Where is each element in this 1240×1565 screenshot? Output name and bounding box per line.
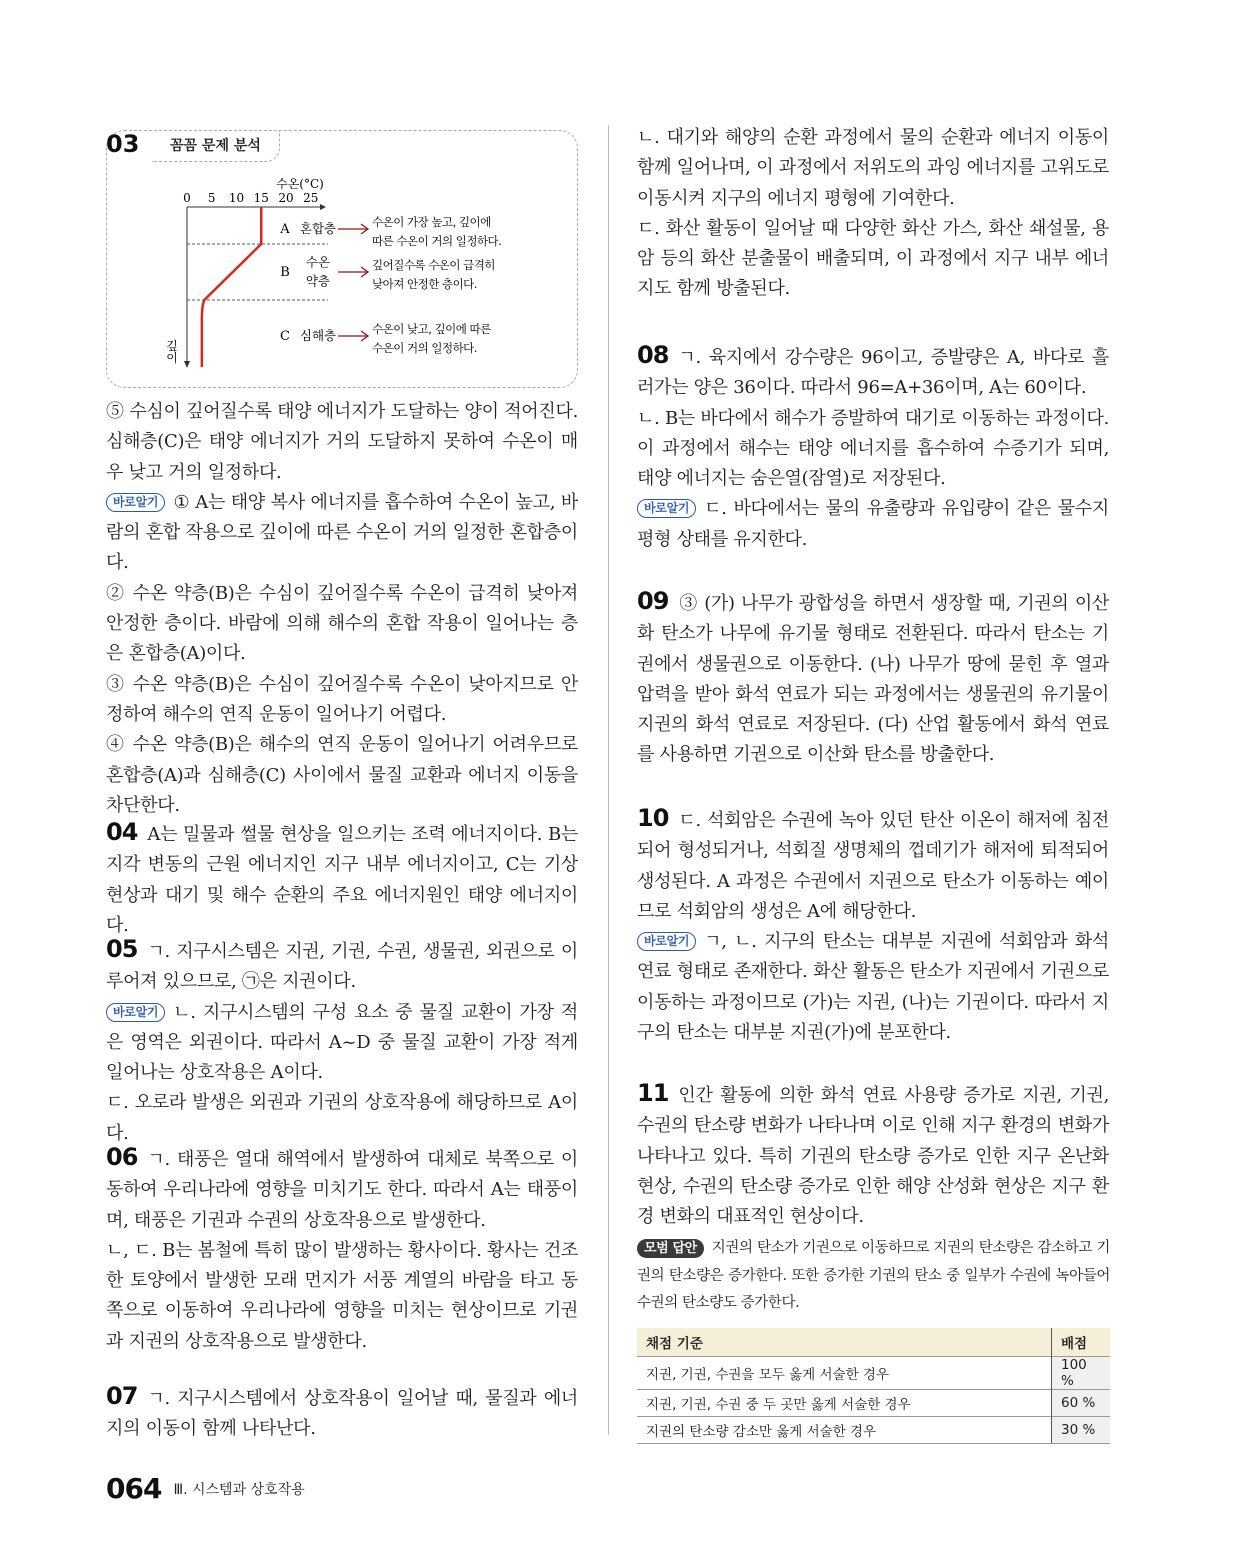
q06 <box>106 1142 578 1357</box>
layer-description: 따른 수온이 거의 일정하다. <box>372 234 502 248</box>
page-footer <box>106 1472 305 1505</box>
criterion-cell: 지권의 탄소량 감소만 옳게 서술한 경우 <box>637 1417 1052 1444</box>
question-number: 08 <box>637 341 669 369</box>
x-axis-arrow <box>320 204 326 210</box>
explanation-text: ⑤ 수심이 깊어질수록 태양 에너지가 도달하는 양이 적어진다. 심해층(C)은 태양 에너지가 거의 도달하지 못하여 수온이 매우 낮고 거의 일정하다. <box>106 401 578 483</box>
explanation-text: ㄷ. 바다에서는 물의 유출량과 유입량이 같은 물수지 평형 상태를 유지한다. <box>637 498 1109 550</box>
q04 <box>106 817 578 941</box>
criterion-cell: 지권, 기권, 수권 중 두 곳만 옳게 서술한 경우 <box>637 1390 1052 1417</box>
correct-badge: 바로알기 <box>637 499 696 518</box>
explanation-text: ① A는 태양 복사 에너지를 흡수하여 수온이 높고, 바람의 혼합 작용으로 깊이에 따른 수온이 거의 일정한 혼합층이다. <box>106 491 578 574</box>
analysis-tag: 꼼꼼 문제 분석 <box>152 131 280 162</box>
score-cell: 30 % <box>1052 1417 1111 1444</box>
question-number: 03 <box>106 130 140 158</box>
water-temperature-diagram <box>106 130 578 388</box>
y-axis-label-2: 이 <box>166 351 178 365</box>
layer-name: 심해층 <box>299 328 337 343</box>
table-header-row <box>637 1328 1110 1357</box>
x-tick-label: 10 <box>228 191 245 205</box>
layer-letter: A <box>280 222 290 237</box>
score-cell: 100 % <box>1052 1357 1111 1390</box>
layer-description: 깊어질수록 수온이 급격히 <box>372 258 496 272</box>
x-tick-label: 0 <box>183 191 191 205</box>
explanation-text: ㄷ. 오로라 발생은 외권과 기권의 상호작용에 해당하므로 A이다. <box>106 1092 578 1144</box>
layer-letter: B <box>280 265 290 280</box>
column-header: 채점 기준 <box>637 1328 1052 1357</box>
model-answer-text: 지권의 탄소가 기권으로 이동하므로 지권의 탄소량은 감소하고 기권의 탄소량은 증가한다. 또한 증가한 기권의 탄소 중 일부가 수권에 녹아들어 수권의 탄소량도 증가한다. <box>637 1240 1110 1311</box>
correct-badge: 바로알기 <box>637 932 696 951</box>
q07 <box>106 1381 578 1445</box>
explanation-text: A는 밀물과 썰물 현상을 일으키는 조력 에너지이다. B는 지각 변동의 근원 에너지인 지구 내부 에너지이고, C는 기상 현상과 대기 및 해수 순환의 주요 에너지원인 태양 에너지이다. <box>106 824 578 936</box>
explanation-text: ④ 수온 약층(B)은 해수의 연직 운동이 일어나기 어려우므로 혼합층(A)과 심해층(C) 사이에서 물질 교환과 에너지 이동을 차단한다. <box>106 734 578 816</box>
layer-description: 낮아져 안정한 층이다. <box>372 277 477 291</box>
table-row <box>637 1417 1110 1444</box>
x-tick-label: 20 <box>278 191 294 205</box>
question-number: 04 <box>106 818 138 846</box>
model-answer <box>637 1235 1110 1318</box>
explanation-text: ㄷ. 화산 활동이 일어날 때 다양한 화산 가스, 화산 쇄설물, 용암 등의 화산 분출물이 배출되며, 이 과정에서 지구 내부 에너지도 함께 방출된다. <box>637 217 1109 300</box>
q09 <box>637 586 1109 771</box>
question-number: 06 <box>106 1143 138 1171</box>
explanation-text: ③ (가) 나무가 광합성을 하면서 생장할 때, 기권의 이산화 탄소가 나무에 유기물 형태로 전환된다. 따라서 탄소는 기권에서 생물권으로 이동한다. (나) 나무가 땅에 묻힌 후 열과 압력을 받아 화석 연료가 되는 과정에서는 생물권의 유기물이 지권의 화석 연료로 저장된다. (다) 산업 활동에서 화석 연료를 사용하면 기권으로 이산화 탄소를 방출한다. <box>637 593 1109 766</box>
q11 <box>637 1078 1109 1232</box>
scoring-table <box>637 1328 1110 1444</box>
question-number: 11 <box>637 1079 669 1107</box>
q08 <box>637 340 1109 555</box>
layer-letter: C <box>280 329 290 344</box>
explanation-text: 인간 활동에 의한 화석 연료 사용량 증가로 지권, 기권, 수권의 탄소량 변화가 나타나며 이로 인해 지구 환경의 변화가 나타나고 있다. 특히 기권의 탄소량 증가로 인한 지구 온난화 현상, 수권의 탄소량 증가로 인한 해양 산성화 현상은 지구 환경 변화의 대표적인 현상이다. <box>637 1085 1109 1228</box>
column-divider <box>608 125 609 1435</box>
explanation-text: ㄴ. 대기와 해양의 순환 과정에서 물의 순환과 에너지 이동이 함께 일어나며, 이 과정에서 저위도의 과잉 에너지를 고위도로 이동시켜 지구의 에너지 평형에 기여한다. <box>637 127 1109 209</box>
x-tick-label: 15 <box>253 191 269 205</box>
explanation-text: ㄴ. 지구시스템의 구성 요소 중 물질 교환이 가장 적은 영역은 외권이다. 따라서 A~D 중 물질 교환이 가장 적게 일어나는 상호작용은 A이다. <box>106 1001 578 1084</box>
page-number: 064 <box>106 1472 162 1505</box>
x-tick-label: 25 <box>303 191 319 205</box>
layer-name: 약층 <box>305 273 331 289</box>
layer-description: 수온이 낮고, 깊이에 따른 <box>372 322 491 336</box>
explanation-text: ㄱ, ㄴ. 지구의 탄소는 대부분 지권에 석회암과 화석 연료 형태로 존재한다. 화산 활동은 탄소가 지권에서 기권으로 이동하는 과정이므로 (가)는 지권, (나)는 기권이다. 따라서 지구의 탄소는 대부분 지권(가)에 분포한다. <box>637 931 1109 1044</box>
explanation-text: ② 수온 약층(B)은 수심이 깊어질수록 수온이 급격히 낮아져 안정한 층이다. 바람에 의해 해수의 혼합 작용이 일어나는 층은 혼합층(A)이다. <box>106 582 578 665</box>
explanation-text: ③ 수온 약층(B)은 수심이 깊어질수록 수온이 낮아지므로 안정하여 해수의 연직 운동이 일어나기 어렵다. <box>106 673 578 725</box>
chapter-title: Ⅲ. 시스템과 상호작용 <box>173 1482 305 1498</box>
explanation-text: ㄱ. 육지에서 강수량은 96이고, 증발량은 A, 바다로 흘러가는 양은 36이다. 따라서 96=A+36이며, A는 60이다. <box>637 347 1109 399</box>
question-number: 05 <box>106 935 138 963</box>
model-answer-badge: 모범 답안 <box>637 1239 704 1258</box>
question-number: 07 <box>106 1382 138 1410</box>
q03-explanation <box>106 397 578 821</box>
correct-badge: 바로알기 <box>106 493 165 512</box>
y-axis-label-1: 깊 <box>166 339 178 353</box>
explanation-text: ㄴ. B는 바다에서 해수가 증발하여 대기로 이동하는 과정이다. 이 과정에서 해수는 태양 에너지를 흡수하여 수증기가 되며, 태양 에너지는 숨은열(잠열)로 저장된다. <box>637 407 1109 490</box>
layer-name: 혼합층 <box>299 221 337 236</box>
criterion-cell: 지권, 기권, 수권을 모두 옳게 서술한 경우 <box>637 1357 1052 1390</box>
explanation-text: ㄱ. 태풍은 열대 해역에서 발생하여 대체로 북쪽으로 이동하여 우리나라에 영향을 미치기도 한다. 따라서 A는 태풍이며, 태풍은 기권과 수권의 상호작용으로 발생한다. <box>106 1149 578 1231</box>
table-row <box>637 1357 1110 1390</box>
layer-name: 수온 <box>305 254 331 270</box>
y-axis-arrow <box>184 361 190 368</box>
explanation-text: ㄷ. 석회암은 수권에 녹아 있던 탄산 이온이 해저에 침전되어 형성되거나, 석회질 생명체의 껍데기가 해저에 퇴적되어 생성된다. A 과정은 수권에서 지권으로 탄소가 이동하는 예이므로 석회암의 생성은 A에 해당한다. <box>637 810 1109 922</box>
q05 <box>106 934 578 1149</box>
q10 <box>637 803 1109 1048</box>
column-header: 배점 <box>1052 1328 1111 1357</box>
question-number: 10 <box>637 804 669 832</box>
table-row <box>637 1390 1110 1417</box>
x-axis-label: 수온(°C) <box>276 177 324 191</box>
x-tick-label: 5 <box>207 191 216 205</box>
q07-continued <box>637 123 1109 305</box>
layer-description: 수온이 거의 일정하다. <box>372 341 477 355</box>
correct-badge: 바로알기 <box>106 1003 165 1022</box>
layer-description: 수온이 가장 높고, 깊이에 <box>372 215 491 229</box>
explanation-text: ㄱ. 지구시스템에서 상호작용이 일어날 때, 물질과 에너지의 이동이 함께 나타난다. <box>106 1388 578 1440</box>
temperature-profile-line <box>202 207 261 367</box>
question-number: 09 <box>637 587 669 615</box>
explanation-text: ㄱ. 지구시스템은 지권, 기권, 수권, 생물권, 외권으로 이루어져 있으므로, ㉠은 지권이다. <box>106 941 578 993</box>
explanation-text: ㄴ, ㄷ. B는 봄철에 특히 많이 발생하는 황사이다. 황사는 건조한 토양에서 발생한 모래 먼지가 서풍 계열의 바람을 타고 동쪽으로 이동하여 우리나라에 영향을 미치는 현상이므로 기권과 지권의 상호작용으로 발생한다. <box>106 1239 578 1352</box>
score-cell: 60 % <box>1052 1390 1111 1417</box>
